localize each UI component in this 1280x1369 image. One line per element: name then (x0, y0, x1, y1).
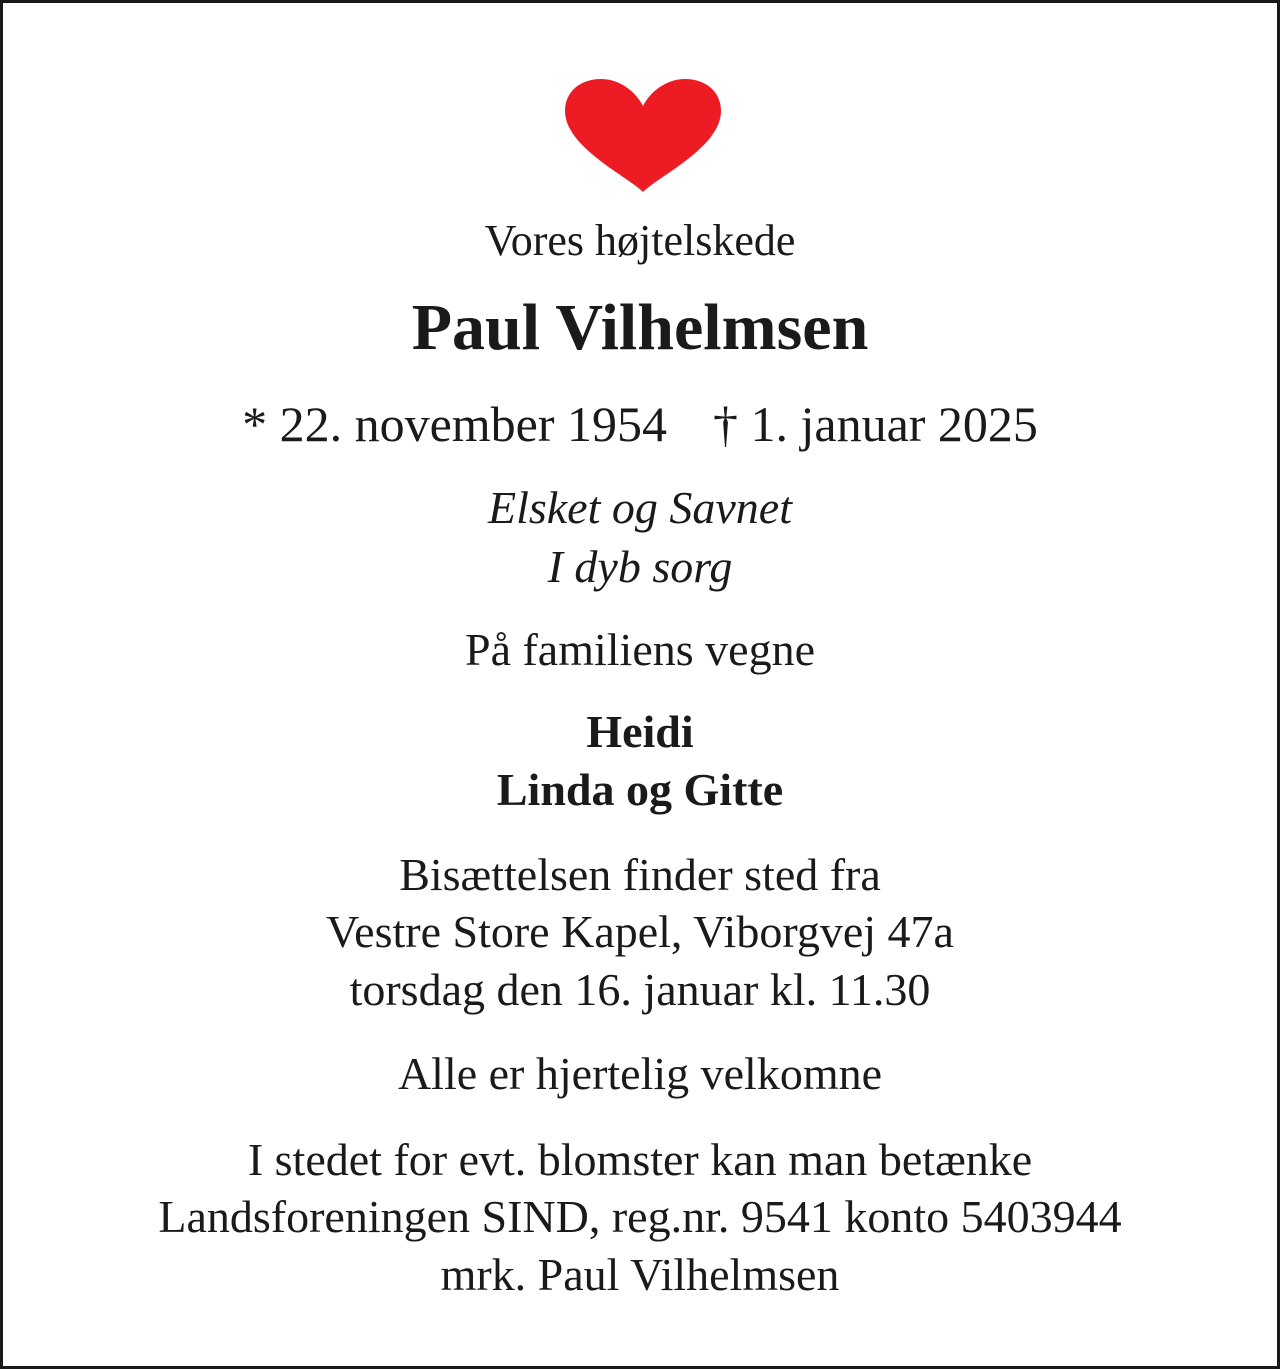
intro-text: Vores højtelskede (484, 216, 796, 265)
funeral-line-1: Bisættelsen finder sted fra (399, 849, 881, 900)
life-dates (3, 396, 1277, 452)
on-behalf-text: På familiens vegne (464, 624, 815, 675)
donation-line-3: mrk. Paul Vilhelmsen (440, 1249, 840, 1300)
donation-line-2: Landsforeningen SIND, reg.nr. 9541 konto 5403944 (158, 1191, 1122, 1242)
family-names-line-2: Linda og Gitte (496, 764, 784, 815)
deceased-name: Paul Vilhelmsen (411, 291, 869, 364)
funeral-line-2: Vestre Store Kapel, Viborgvej 47a (326, 906, 954, 957)
family-names-line-1: Heidi (586, 706, 694, 757)
heart-icon (565, 79, 721, 193)
tribute-line-1: Elsket og Savnet (487, 482, 792, 533)
donation-line-1: I stedet for evt. blomster kan man betænke (247, 1134, 1033, 1185)
birth-date: * 22. november 1954 (242, 396, 667, 452)
welcome-text: Alle er hjertelig velkomne (397, 1048, 883, 1099)
death-date: † 1. januar 2025 (713, 396, 1038, 452)
funeral-line-3: torsdag den 16. januar kl. 11.30 (349, 964, 931, 1015)
heart-shape (565, 79, 721, 192)
tribute-line-2: I dyb sorg (547, 541, 733, 592)
